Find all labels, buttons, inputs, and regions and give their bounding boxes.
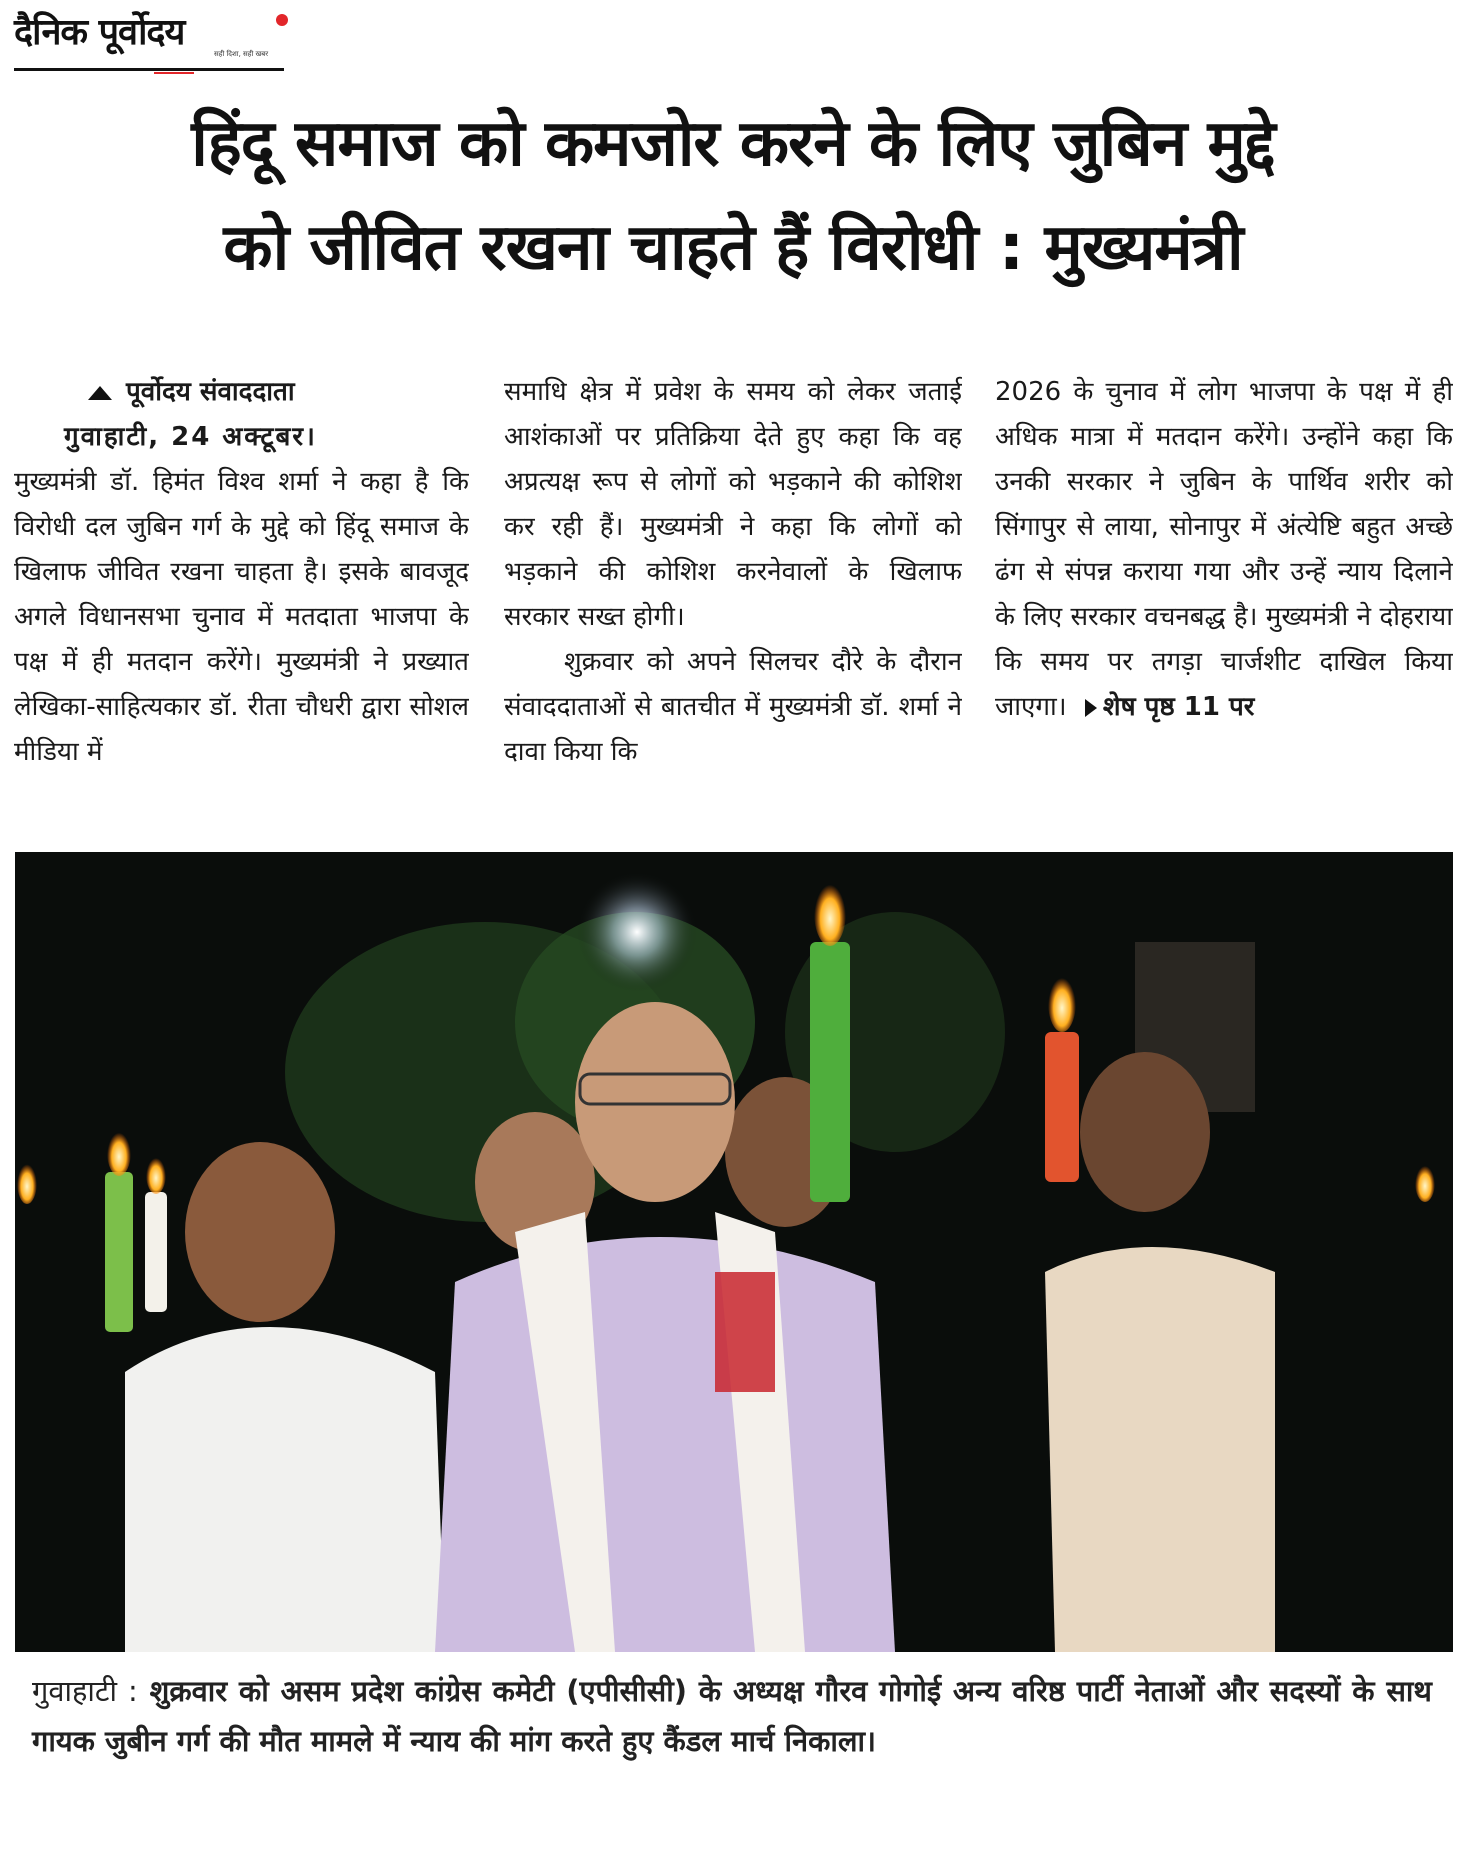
article-column-2 [504, 370, 962, 820]
green-candle [105, 1172, 133, 1332]
candle-flame [146, 1154, 166, 1194]
candle-flame [17, 1160, 37, 1204]
byline [14, 370, 469, 415]
caption-text: शुक्रवार को असम प्रदेश कांग्रेस कमेटी (एपीसीसी) के अध्यक्ष गौरव गोगोई अन्य वरिष्ठ पार्टी नेताओं और सदस्यों के साथ गायक जुबीन गर्ग की मौत मामले में न्याय की मांग करते हुए कैंडल मार्च निकाला। [32, 1674, 1432, 1758]
masthead [14, 6, 284, 74]
headline [18, 92, 1448, 300]
person-cream-kurta [1045, 1247, 1275, 1652]
person-face [185, 1142, 335, 1322]
street-light [577, 872, 697, 992]
green-candle [810, 942, 850, 1202]
article-column-1 [14, 370, 469, 820]
person-white-kurta [125, 1327, 445, 1652]
caption-place: गुवाहाटी : [32, 1674, 138, 1708]
person-face [1080, 1052, 1210, 1212]
newspaper-tagline: सही दिशा, सही खबर [214, 50, 269, 58]
article-paragraph-text: 2026 के चुनाव में लोग भाजपा के पक्ष में ही अधिक मात्रा में मतदान करेंगे। उन्होंने कहा कि उनकी सरकार ने जुबिन के पार्थिव शरीर को सिंगापुर से लाया, सोनापुर में अंत्येष्टि बहुत अच्छे ढंग से संपन्न कराया गया और उन्हें न्याय दिलाने के लिए सरकार वचनबद्ध है। मुख्यमंत्री ने दोहराया कि समय पर तगड़ा चार्जशीट दाखिल किया जाएगा। [995, 377, 1453, 722]
dateline: गुवाहाटी, 24 अक्टूबर। [64, 422, 317, 452]
photo-caption [32, 1666, 1432, 1766]
person-lavender-kurta [435, 1237, 895, 1652]
candle-flame [1415, 1162, 1435, 1202]
red-candle [1045, 1032, 1079, 1182]
masthead-rule [14, 68, 284, 71]
white-candle [145, 1192, 167, 1312]
news-photo-candle-march [15, 852, 1453, 1652]
masthead-red-rule [154, 72, 194, 74]
masthead-red-dot-icon [276, 14, 288, 26]
gamosa-red-pattern [715, 1272, 775, 1392]
article-paragraph: समाधि क्षेत्र में प्रवेश के समय को लेकर जताई आशंकाओं पर प्रतिक्रिया देते हुए कहा कि वह अप्रत्यक्ष रूप से लोगों को भड़काने की कोशिश कर रही हैं। मुख्यमंत्री ने कहा कि लोगों को भड़काने की कोशिश करनेवालों के खिलाफ सरकार सख्त होगी। [504, 377, 962, 632]
article-paragraph: मुख्यमंत्री डॉ. हिमंत विश्व शर्मा ने कहा है कि विरोधी दल जुबिन गर्ग के मुद्दे को हिंदू समाज के खिलाफ जीवित रखना चाहता है। इसके बावजूद अगले विधानसभा चुनाव में मतदाता भाजपा के पक्ष में ही मतदान करेंगे। मुख्यमंत्री ने प्रख्यात लेखिका-साहित्यकार डॉ. रीता चौधरी द्वारा सोशल मीडिया में [14, 467, 469, 767]
photo-illustration [15, 852, 1453, 1652]
candle-flame [1048, 972, 1076, 1032]
triangle-bullet-icon [88, 386, 112, 400]
article-paragraph: शुक्रवार को अपने सिलचर दौरे के दौरान संवाददाताओं से बातचीत में मुख्यमंत्री डॉ. शर्मा ने दावा किया कि [504, 647, 962, 767]
newspaper-name: दैनिक पूर्वोदय [14, 12, 185, 53]
continued-text: शेष पृष्ठ 11 पर [1102, 692, 1255, 722]
candle-flame [107, 1128, 131, 1176]
person-face-central [575, 1002, 735, 1202]
headline-line-2: को जीवित रखना चाहते हैं विरोधी : मुख्यमंत्री [223, 211, 1243, 285]
headline-line-1: हिंदू समाज को कमजोर करने के लिए जुबिन मुद्दे [191, 107, 1275, 181]
continued-marker [1075, 692, 1255, 722]
article-column-3 [995, 370, 1453, 820]
article-paragraph [995, 370, 1453, 730]
candle-flame [814, 878, 846, 946]
byline-text: पूर्वोदय संवाददाता [126, 377, 295, 407]
play-arrow-icon [1085, 699, 1097, 717]
